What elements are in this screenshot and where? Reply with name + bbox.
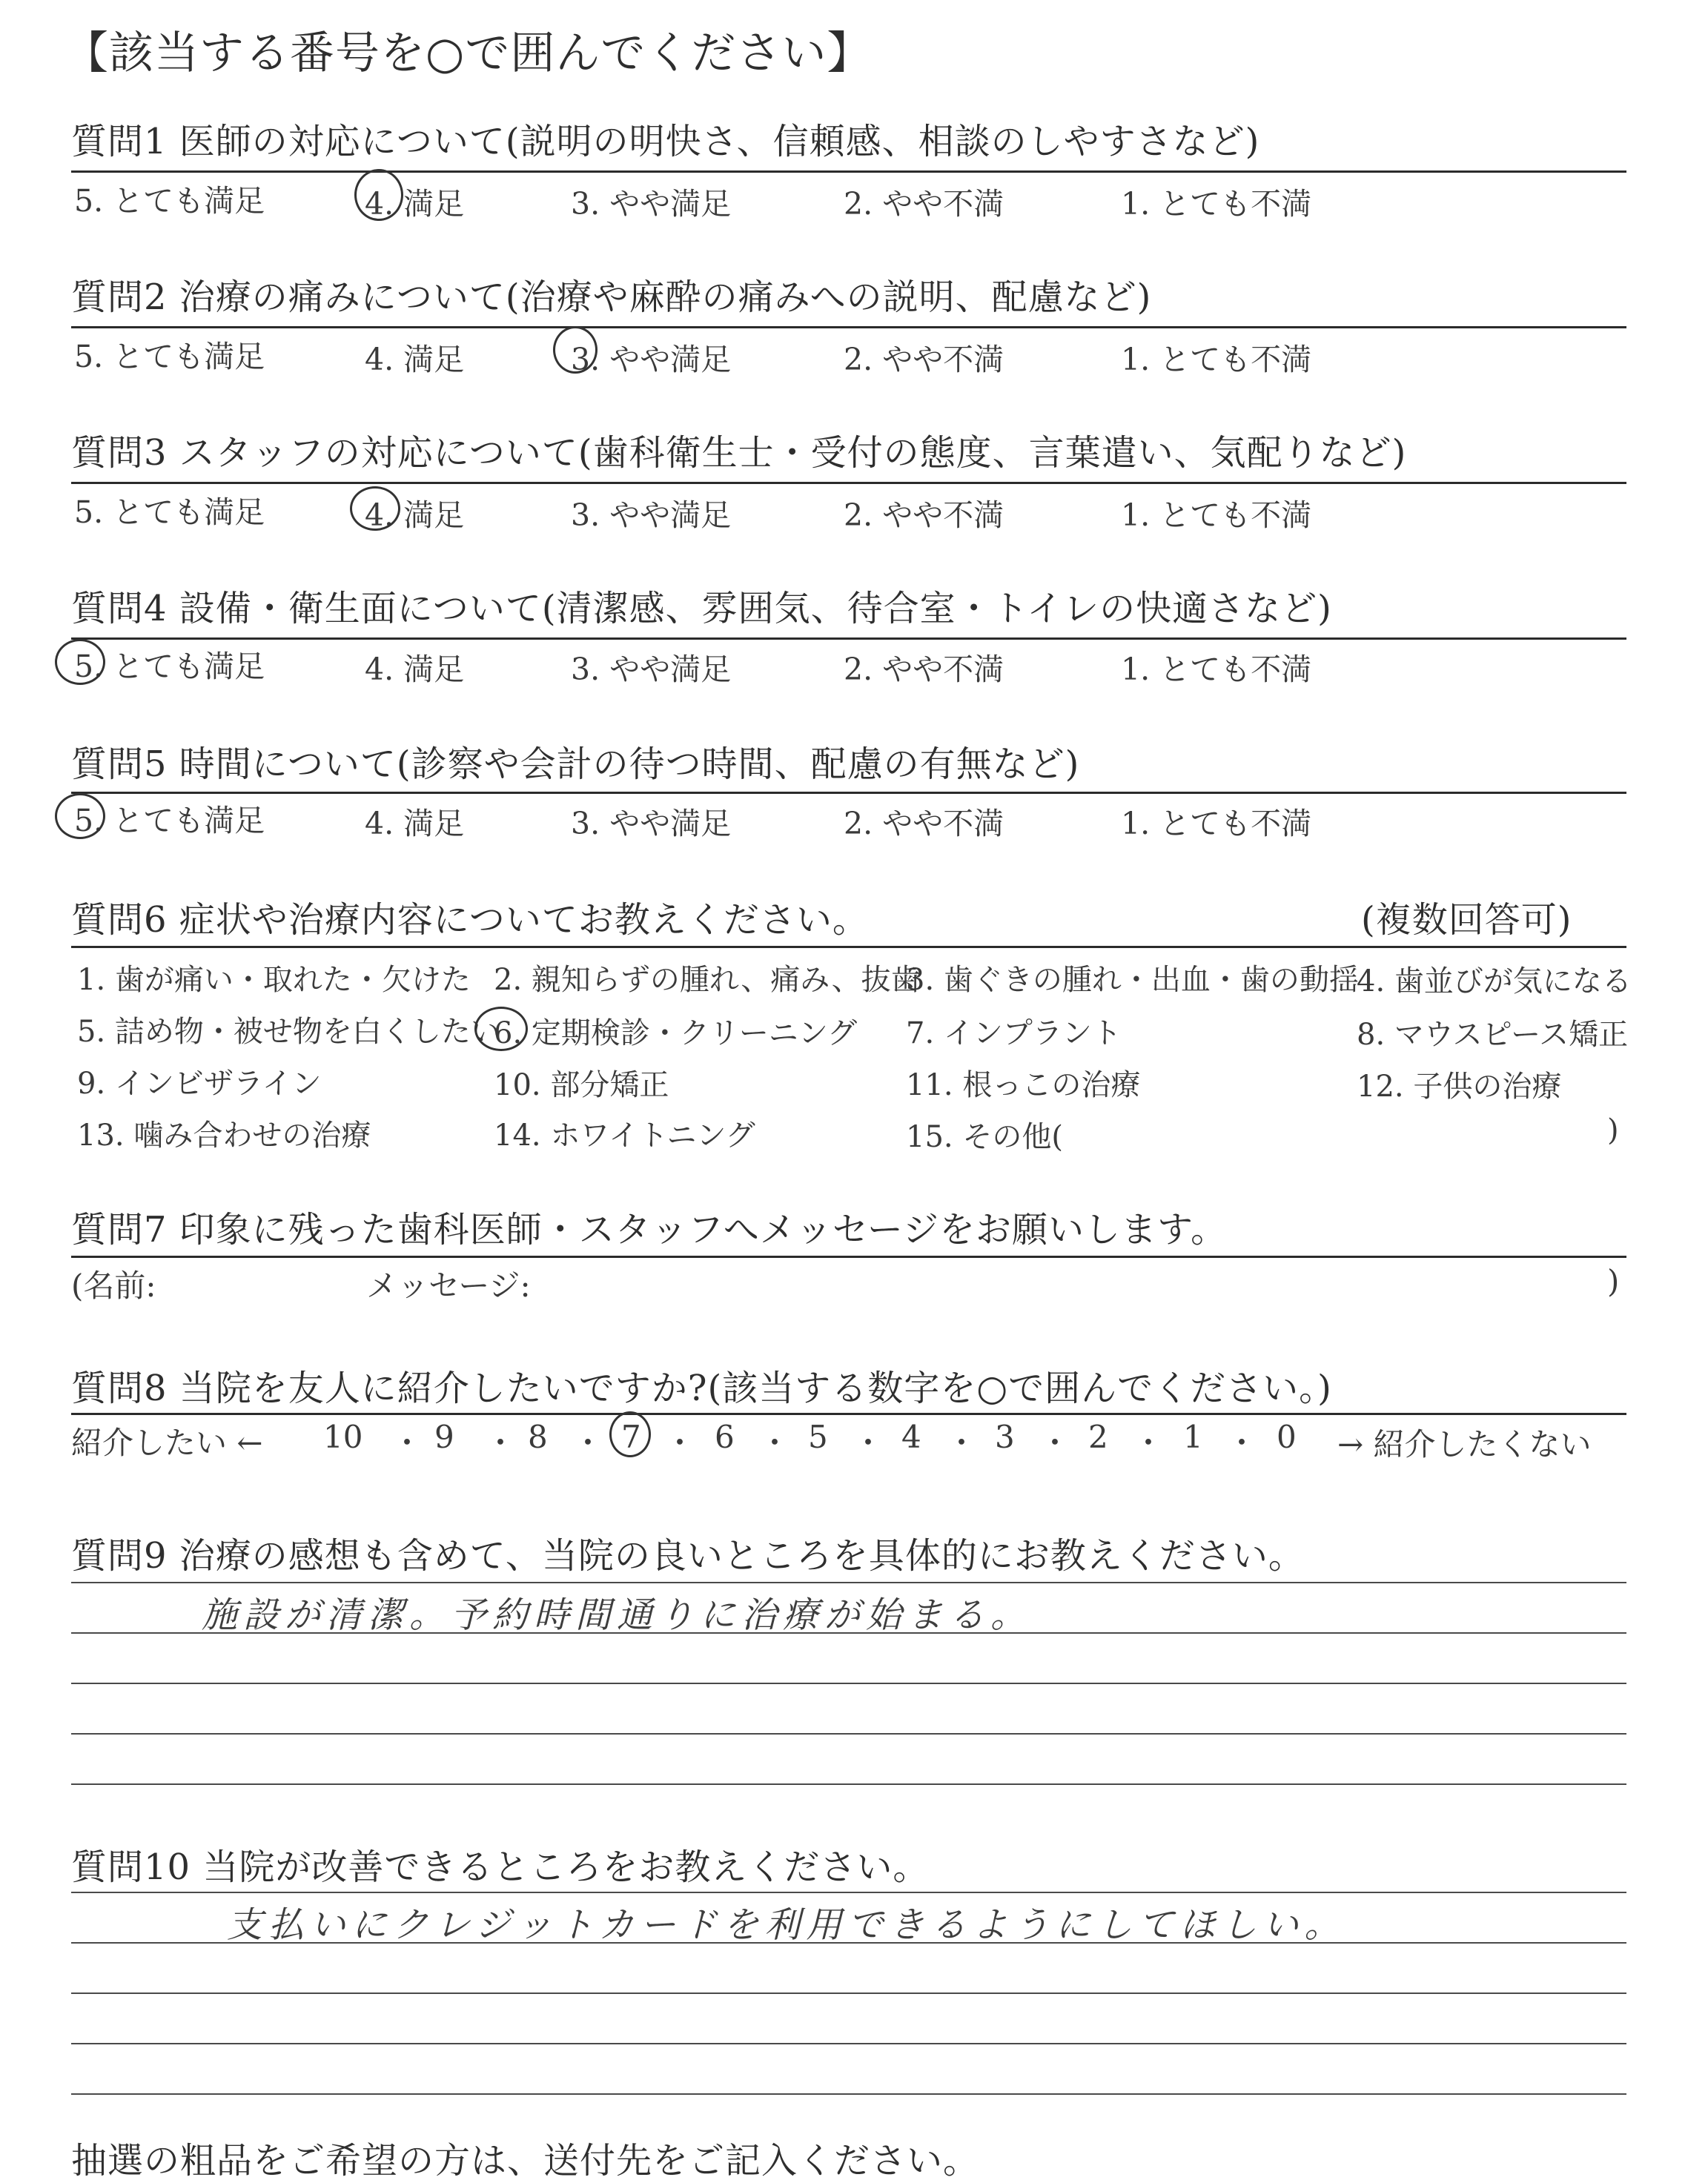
answer-line xyxy=(71,2093,1626,2095)
symptom-item[interactable]: 5. 詰め物・被せ物を白くしたい xyxy=(77,1015,500,1049)
symptom-item[interactable]: 3. 歯ぐきの腫れ・出血・歯の動揺 xyxy=(906,963,1359,997)
divider xyxy=(71,1413,1626,1415)
option-1[interactable]: 1. とても不満 xyxy=(1121,186,1312,222)
question-4-label: 質問4 設備・衛生面について(清潔感、雰囲気、待合室・トイレの快適さなど) xyxy=(71,588,1332,629)
separator-dot: ・ xyxy=(664,1425,696,1461)
message-close-paren: ) xyxy=(1607,1263,1620,1299)
option-4[interactable]: 4. 満足 xyxy=(365,342,465,377)
symptom-item[interactable]: 10. 部分矯正 xyxy=(494,1068,669,1102)
symptom-item[interactable]: 6. 定期検診・クリーニング xyxy=(494,1016,858,1050)
symptom-item[interactable]: 2. 親知らずの腫れ、痛み、抜歯 xyxy=(494,963,921,997)
score-4[interactable]: 4 xyxy=(901,1419,921,1455)
answer-line xyxy=(71,1942,1626,1944)
option-1[interactable]: 1. とても不満 xyxy=(1121,342,1312,377)
question-2-label: 質問2 治療の痛みについて(治療や麻酔の痛みへの説明、配慮など) xyxy=(71,276,1152,318)
symptom-item[interactable]: 14. ホワイトニング xyxy=(494,1119,755,1153)
score-5[interactable]: 5 xyxy=(808,1419,828,1455)
handwritten-answer[interactable]: 支払いにクレジットカードを利用できるようにしてほしい。 xyxy=(227,1904,1346,1946)
option-2[interactable]: 2. やや不満 xyxy=(844,342,1004,377)
handwritten-answer[interactable]: 施設が清潔。予約時間通りに治療が始まる。 xyxy=(202,1594,1033,1636)
score-9[interactable]: 9 xyxy=(434,1419,454,1455)
divider xyxy=(71,946,1626,948)
option-2[interactable]: 2. やや不満 xyxy=(844,497,1004,533)
selection-circle xyxy=(354,169,403,221)
symptom-item[interactable]: 1. 歯が痛い・取れた・欠けた xyxy=(77,963,471,997)
answer-line xyxy=(71,2043,1626,2044)
divider xyxy=(71,482,1626,484)
selection-circle xyxy=(55,639,105,685)
symptom-item[interactable]: 12. 子供の治療 xyxy=(1357,1070,1562,1104)
answer-line xyxy=(71,1632,1626,1634)
score-3[interactable]: 3 xyxy=(995,1419,1015,1455)
recommend-right-label: → 紹介したくない xyxy=(1337,1426,1592,1462)
separator-dot: ・ xyxy=(485,1425,517,1461)
symptom-item[interactable]: 8. マウスピース矯正 xyxy=(1357,1018,1629,1052)
option-2[interactable]: 2. やや不満 xyxy=(844,806,1004,841)
selection-circle xyxy=(474,1007,528,1051)
score-8[interactable]: 8 xyxy=(528,1419,548,1455)
divider xyxy=(71,792,1626,794)
score-2[interactable]: 2 xyxy=(1088,1419,1108,1455)
separator-dot: ・ xyxy=(391,1425,423,1461)
answer-line xyxy=(71,1892,1626,1893)
option-4[interactable]: 4. 満足 xyxy=(365,806,465,841)
score-6[interactable]: 6 xyxy=(715,1419,735,1455)
divider xyxy=(71,637,1626,640)
answer-line xyxy=(71,1733,1626,1735)
selection-circle xyxy=(350,486,400,531)
question-1-label: 質問1 医師の対応について(説明の明快さ、信頼感、相談のしやすさなど) xyxy=(71,121,1260,162)
score-10[interactable]: 10 xyxy=(323,1419,363,1455)
option-2[interactable]: 2. やや不満 xyxy=(844,186,1004,222)
option-1[interactable]: 1. とても不満 xyxy=(1121,806,1312,841)
divider xyxy=(71,170,1626,173)
other-close-paren: ) xyxy=(1607,1113,1619,1147)
multiple-answer-note: (複数回答可) xyxy=(1361,899,1572,941)
score-1[interactable]: 1 xyxy=(1183,1419,1203,1455)
symptom-item[interactable]: 7. インプラント xyxy=(906,1016,1122,1050)
option-3[interactable]: 3. やや満足 xyxy=(571,806,732,841)
option-5[interactable]: 5. とても満足 xyxy=(74,649,265,684)
option-5[interactable]: 5. とても満足 xyxy=(74,803,265,838)
option-3[interactable]: 3. やや満足 xyxy=(571,652,732,687)
symptom-item[interactable]: 11. 根っこの治療 xyxy=(906,1068,1141,1102)
symptom-item[interactable]: 13. 噛み合わせの治療 xyxy=(77,1119,371,1153)
option-5[interactable]: 5. とても満足 xyxy=(74,183,265,219)
option-3[interactable]: 3. やや満足 xyxy=(571,342,732,377)
question-7-label: 質問7 印象に残った歯科医師・スタッフへメッセージをお願いします。 xyxy=(71,1209,1228,1250)
separator-dot: ・ xyxy=(572,1425,604,1461)
recommend-left-label: 紹介したい ← xyxy=(71,1425,263,1461)
question-9-label: 質問9 治療の感想も含めて、当院の良いところを具体的にお教えください。 xyxy=(71,1535,1305,1577)
symptom-item[interactable]: 4. 歯並びが気になる xyxy=(1357,964,1632,998)
option-2[interactable]: 2. やや不満 xyxy=(844,652,1004,687)
separator-dot: ・ xyxy=(1226,1425,1258,1461)
selection-circle xyxy=(609,1411,651,1457)
question-10-label: 質問10 当院が改善できるところをお教えください。 xyxy=(71,1846,930,1888)
answer-line xyxy=(71,1992,1626,1994)
option-3[interactable]: 3. やや満足 xyxy=(571,497,732,533)
option-1[interactable]: 1. とても不満 xyxy=(1121,497,1312,533)
symptom-item[interactable]: 9. インビザライン xyxy=(77,1067,322,1101)
score-0[interactable]: 0 xyxy=(1277,1419,1297,1455)
selection-circle xyxy=(553,326,598,374)
prize-request-note: 抽選の粗品をご希望の方は、送付先をご記入ください。 xyxy=(71,2140,980,2182)
separator-dot: ・ xyxy=(1039,1425,1071,1461)
answer-line xyxy=(71,1783,1626,1785)
answer-line xyxy=(71,1683,1626,1684)
name-field-label[interactable]: (名前: xyxy=(71,1268,156,1304)
separator-dot: ・ xyxy=(1133,1425,1165,1461)
selection-circle xyxy=(55,793,105,839)
form-title: 【該当する番号を○で囲んでください】 xyxy=(64,27,873,79)
symptom-item[interactable]: 15. その他( xyxy=(906,1120,1063,1154)
separator-dot: ・ xyxy=(759,1425,791,1461)
option-5[interactable]: 5. とても満足 xyxy=(74,494,265,530)
divider xyxy=(71,326,1626,328)
option-4[interactable]: 4. 満足 xyxy=(365,497,465,533)
score-7[interactable]: 7 xyxy=(621,1419,641,1455)
question-8-label: 質問8 当院を友人に紹介したいですか?(該当する数字を○で囲んでください。) xyxy=(71,1368,1332,1409)
separator-dot: ・ xyxy=(853,1425,884,1461)
option-1[interactable]: 1. とても不満 xyxy=(1121,652,1312,687)
option-4[interactable]: 4. 満足 xyxy=(365,186,465,222)
message-field-label[interactable]: メッセージ: xyxy=(366,1268,531,1304)
question-6-label: 質問6 症状や治療内容についてお教えください。 xyxy=(71,899,869,941)
divider xyxy=(71,1256,1626,1258)
answer-line xyxy=(71,1582,1626,1583)
option-5[interactable]: 5. とても満足 xyxy=(74,339,265,374)
option-3[interactable]: 3. やや満足 xyxy=(571,186,732,222)
separator-dot: ・ xyxy=(946,1425,978,1461)
option-4[interactable]: 4. 満足 xyxy=(365,652,465,687)
question-3-label: 質問3 スタッフの対応について(歯科衛生士・受付の態度、言葉遣い、気配りなど) xyxy=(71,432,1407,474)
question-5-label: 質問5 時間について(診察や会計の待つ時間、配慮の有無など) xyxy=(71,743,1080,785)
